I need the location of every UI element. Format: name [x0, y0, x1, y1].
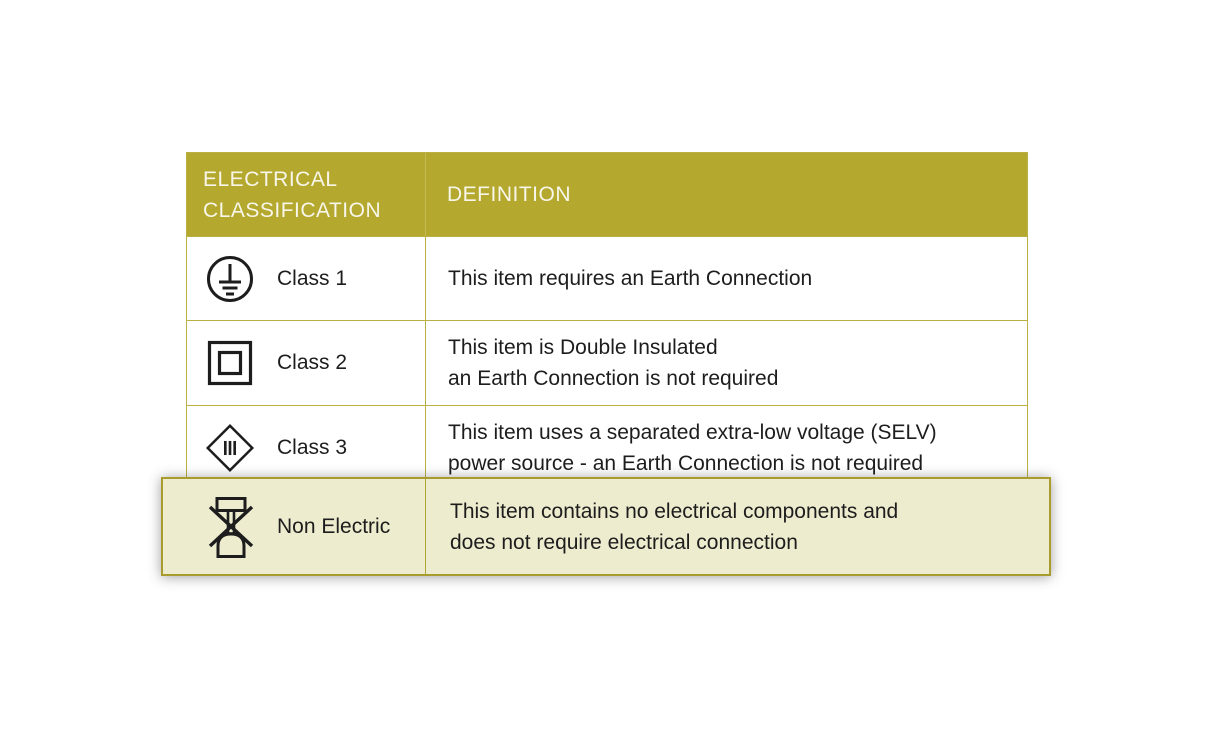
table-header-row — [187, 153, 1027, 236]
classification-table — [186, 152, 1028, 491]
class2-cell — [187, 321, 426, 405]
table-row-class2 — [187, 320, 1027, 405]
class3-label: Class 3 — [277, 436, 348, 459]
non-electric-definition — [426, 479, 1049, 574]
header-col1-line2: CLASSIFICATION — [203, 198, 382, 222]
table-row-class1 — [187, 236, 1027, 320]
definition-line: This item uses a separated extra-low voltage (SELV) — [448, 421, 937, 444]
definition-line: an Earth Connection is not required — [448, 367, 779, 390]
definition-line: This item is Double Insulated — [448, 336, 718, 359]
class2-label: Class 2 — [277, 351, 348, 374]
class1-definition — [426, 237, 1027, 320]
class2-double-insulation-icon — [205, 340, 255, 386]
highlight-row-non-electric — [161, 477, 1051, 576]
non-electric-label: Non Electric — [277, 514, 391, 538]
definition-line: does not require electrical connection — [450, 530, 798, 554]
header-definition: DEFINITION — [447, 182, 571, 206]
header-col1-line1: ELECTRICAL — [203, 167, 338, 191]
non-electric-crossed-plug-icon — [207, 494, 255, 560]
header-electrical-classification — [187, 153, 426, 236]
class1-label: Class 1 — [277, 266, 348, 290]
class3-selv-diamond-icon — [205, 416, 255, 480]
non-electric-cell — [163, 479, 426, 574]
definition-line: power source - an Earth Connection is not required — [448, 452, 924, 475]
definition-line: This item requires an Earth Connection — [448, 267, 813, 290]
class2-definition — [426, 321, 1027, 405]
class1-cell — [187, 237, 426, 320]
definition-line: This item contains no electrical components and — [450, 499, 899, 523]
class1-earth-icon — [205, 255, 255, 303]
